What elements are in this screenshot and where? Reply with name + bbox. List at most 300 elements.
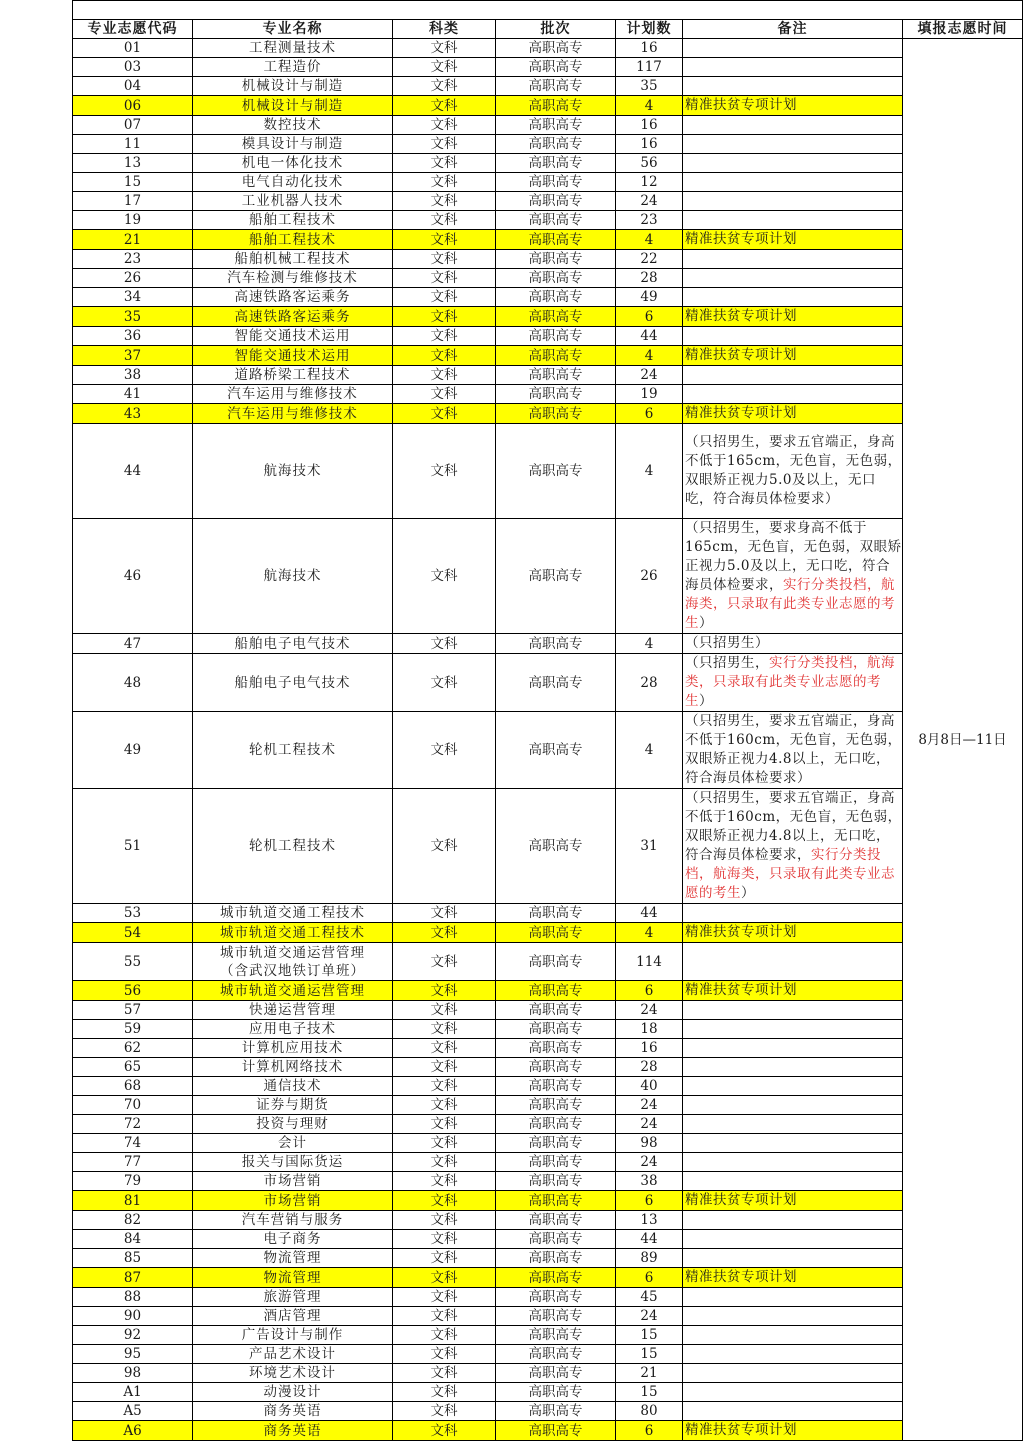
code-cell[interactable]: 81 [73,1191,193,1211]
category-cell[interactable]: 文科 [393,173,496,192]
plan-count-cell[interactable]: 4 [616,712,683,789]
batch-cell[interactable]: 高职高专 [496,654,616,712]
batch-cell[interactable]: 高职高专 [496,250,616,269]
plan-count-cell[interactable]: 117 [616,58,683,77]
major-name-cell[interactable]: 产品艺术设计 [193,1345,393,1364]
code-cell[interactable]: 07 [73,116,193,135]
major-name-cell[interactable]: 船舶工程技术 [193,230,393,250]
category-cell[interactable]: 文科 [393,1307,496,1326]
major-name-cell[interactable]: 工程造价 [193,58,393,77]
category-cell[interactable]: 文科 [393,366,496,385]
plan-count-cell[interactable]: 6 [616,1268,683,1288]
major-name-cell[interactable]: 航海技术 [193,424,393,519]
batch-cell[interactable]: 高职高专 [496,1096,616,1115]
plan-count-cell[interactable]: 24 [616,1096,683,1115]
note-cell[interactable] [683,1345,903,1364]
code-cell[interactable]: 65 [73,1058,193,1077]
category-cell[interactable]: 文科 [393,1077,496,1096]
category-cell[interactable]: 文科 [393,39,496,58]
header-category[interactable]: 科类 [393,20,496,39]
category-cell[interactable]: 文科 [393,1020,496,1039]
major-name-cell[interactable]: 环境艺术设计 [193,1364,393,1383]
code-cell[interactable]: 36 [73,327,193,346]
code-cell[interactable]: A1 [73,1383,193,1402]
category-cell[interactable]: 文科 [393,904,496,923]
note-cell[interactable] [683,385,903,404]
header-note[interactable]: 备注 [683,20,903,39]
category-cell[interactable]: 文科 [393,404,496,424]
category-cell[interactable]: 文科 [393,1326,496,1345]
code-cell[interactable]: 59 [73,1020,193,1039]
category-cell[interactable]: 文科 [393,77,496,96]
batch-cell[interactable]: 高职高专 [496,519,616,634]
code-cell[interactable]: 49 [73,712,193,789]
major-name-cell[interactable]: 动漫设计 [193,1383,393,1402]
code-cell[interactable]: 57 [73,1001,193,1020]
plan-count-cell[interactable]: 28 [616,654,683,712]
code-cell[interactable]: 88 [73,1288,193,1307]
plan-count-cell[interactable]: 45 [616,1288,683,1307]
code-cell[interactable]: 04 [73,77,193,96]
batch-cell[interactable]: 高职高专 [496,327,616,346]
category-cell[interactable]: 文科 [393,1211,496,1230]
code-cell[interactable]: 23 [73,250,193,269]
major-name-cell[interactable]: 船舶电子电气技术 [193,654,393,712]
note-cell[interactable] [683,424,903,519]
code-cell[interactable]: A6 [73,1421,193,1441]
major-name-cell[interactable]: 船舶电子电气技术 [193,634,393,654]
note-cell[interactable] [683,230,903,250]
code-cell[interactable]: 06 [73,96,193,116]
major-name-cell[interactable]: 市场营销 [193,1172,393,1191]
code-cell[interactable]: 54 [73,923,193,943]
note-cell[interactable] [683,1402,903,1421]
major-name-cell[interactable]: 酒店管理 [193,1307,393,1326]
plan-count-cell[interactable]: 4 [616,424,683,519]
plan-count-cell[interactable]: 31 [616,789,683,904]
category-cell[interactable]: 文科 [393,1134,496,1153]
plan-count-cell[interactable]: 44 [616,1230,683,1249]
code-cell[interactable]: 44 [73,424,193,519]
category-cell[interactable]: 文科 [393,923,496,943]
code-cell[interactable]: 87 [73,1268,193,1288]
note-cell[interactable] [683,712,903,789]
code-cell[interactable]: 77 [73,1153,193,1172]
note-cell[interactable] [683,116,903,135]
category-cell[interactable]: 文科 [393,1191,496,1211]
plan-count-cell[interactable]: 4 [616,96,683,116]
major-name-cell[interactable]: 报关与国际货运 [193,1153,393,1172]
plan-count-cell[interactable]: 24 [616,1307,683,1326]
category-cell[interactable]: 文科 [393,1345,496,1364]
note-cell[interactable] [683,327,903,346]
plan-count-cell[interactable]: 4 [616,230,683,250]
batch-cell[interactable]: 高职高专 [496,1402,616,1421]
note-cell[interactable] [683,943,903,981]
plan-count-cell[interactable]: 35 [616,77,683,96]
note-cell[interactable] [683,154,903,173]
plan-count-cell[interactable]: 24 [616,1153,683,1172]
note-cell[interactable] [683,1039,903,1058]
major-name-cell[interactable]: 汽车运用与维修技术 [193,385,393,404]
major-name-cell[interactable]: 商务英语 [193,1402,393,1421]
category-cell[interactable]: 文科 [393,250,496,269]
category-cell[interactable]: 文科 [393,116,496,135]
major-name-cell[interactable]: 市场营销 [193,1191,393,1211]
note-cell[interactable] [683,211,903,230]
major-name-cell[interactable]: 汽车运用与维修技术 [193,404,393,424]
batch-cell[interactable]: 高职高专 [496,96,616,116]
code-cell[interactable]: 95 [73,1345,193,1364]
batch-cell[interactable]: 高职高专 [496,1249,616,1268]
batch-cell[interactable]: 高职高专 [496,1039,616,1058]
major-name-cell[interactable]: 道路桥梁工程技术 [193,366,393,385]
code-cell[interactable]: 15 [73,173,193,192]
category-cell[interactable]: 文科 [393,519,496,634]
note-cell[interactable] [683,981,903,1001]
batch-cell[interactable]: 高职高专 [496,211,616,230]
major-name-cell[interactable]: 城市轨道交通运营管理 [193,981,393,1001]
code-cell[interactable]: 56 [73,981,193,1001]
code-cell[interactable]: 41 [73,385,193,404]
code-cell[interactable]: 68 [73,1077,193,1096]
batch-cell[interactable]: 高职高专 [496,1421,616,1441]
code-cell[interactable]: 26 [73,269,193,288]
note-cell[interactable] [683,250,903,269]
major-name-cell[interactable]: 城市轨道交通工程技术 [193,923,393,943]
major-name-cell[interactable]: 轮机工程技术 [193,712,393,789]
batch-cell[interactable]: 高职高专 [496,116,616,135]
note-cell[interactable] [683,39,903,58]
category-cell[interactable]: 文科 [393,424,496,519]
header-batch[interactable]: 批次 [496,20,616,39]
major-name-cell[interactable]: 模具设计与制造 [193,135,393,154]
plan-count-cell[interactable]: 80 [616,1402,683,1421]
major-name-cell[interactable]: 电气自动化技术 [193,173,393,192]
category-cell[interactable]: 文科 [393,327,496,346]
code-cell[interactable]: 90 [73,1307,193,1326]
plan-count-cell[interactable]: 18 [616,1020,683,1039]
note-cell[interactable] [683,1268,903,1288]
batch-cell[interactable]: 高职高专 [496,346,616,366]
batch-cell[interactable]: 高职高专 [496,1326,616,1345]
note-cell[interactable] [683,1172,903,1191]
category-cell[interactable]: 文科 [393,1249,496,1268]
note-cell[interactable] [683,923,903,943]
note-cell[interactable] [683,1115,903,1134]
major-name-cell[interactable]: 机械设计与制造 [193,96,393,116]
major-name-cell[interactable]: 数控技术 [193,116,393,135]
note-cell[interactable] [683,77,903,96]
header-name[interactable]: 专业名称 [193,20,393,39]
category-cell[interactable]: 文科 [393,943,496,981]
plan-count-cell[interactable]: 16 [616,39,683,58]
category-cell[interactable]: 文科 [393,712,496,789]
plan-count-cell[interactable]: 26 [616,519,683,634]
category-cell[interactable]: 文科 [393,1230,496,1249]
category-cell[interactable]: 文科 [393,154,496,173]
batch-cell[interactable]: 高职高专 [496,385,616,404]
major-name-cell[interactable]: 会计 [193,1134,393,1153]
plan-count-cell[interactable]: 22 [616,250,683,269]
code-cell[interactable]: 72 [73,1115,193,1134]
major-name-cell[interactable]: 投资与理财 [193,1115,393,1134]
note-cell[interactable] [683,1326,903,1345]
plan-count-cell[interactable]: 15 [616,1383,683,1402]
major-name-cell[interactable]: 航海技术 [193,519,393,634]
batch-cell[interactable]: 高职高专 [496,1115,616,1134]
batch-cell[interactable]: 高职高专 [496,904,616,923]
batch-cell[interactable]: 高职高专 [496,1307,616,1326]
category-cell[interactable]: 文科 [393,1115,496,1134]
category-cell[interactable]: 文科 [393,1288,496,1307]
note-cell[interactable] [683,58,903,77]
code-cell[interactable]: 47 [73,634,193,654]
batch-cell[interactable]: 高职高专 [496,1020,616,1039]
batch-cell[interactable]: 高职高专 [496,1077,616,1096]
note-cell[interactable] [683,654,903,712]
plan-count-cell[interactable]: 6 [616,981,683,1001]
batch-cell[interactable]: 高职高专 [496,269,616,288]
batch-cell[interactable]: 高职高专 [496,1364,616,1383]
batch-cell[interactable]: 高职高专 [496,1230,616,1249]
plan-count-cell[interactable]: 12 [616,173,683,192]
note-cell[interactable] [683,173,903,192]
plan-count-cell[interactable]: 24 [616,366,683,385]
batch-cell[interactable]: 高职高专 [496,789,616,904]
code-cell[interactable]: 38 [73,366,193,385]
code-cell[interactable]: 37 [73,346,193,366]
category-cell[interactable]: 文科 [393,192,496,211]
batch-cell[interactable]: 高职高专 [496,154,616,173]
note-cell[interactable] [683,1077,903,1096]
plan-count-cell[interactable]: 38 [616,1172,683,1191]
code-cell[interactable]: 19 [73,211,193,230]
note-cell[interactable] [683,1421,903,1441]
category-cell[interactable]: 文科 [393,307,496,327]
plan-count-cell[interactable]: 98 [616,1134,683,1153]
note-cell[interactable] [683,1288,903,1307]
major-name-cell[interactable]: 商务英语 [193,1421,393,1441]
major-name-cell[interactable]: 机械设计与制造 [193,77,393,96]
code-cell[interactable]: 74 [73,1134,193,1153]
note-cell[interactable] [683,96,903,116]
plan-count-cell[interactable]: 6 [616,307,683,327]
category-cell[interactable]: 文科 [393,346,496,366]
batch-cell[interactable]: 高职高专 [496,173,616,192]
note-cell[interactable] [683,269,903,288]
batch-cell[interactable]: 高职高专 [496,135,616,154]
note-cell[interactable] [683,1020,903,1039]
category-cell[interactable]: 文科 [393,1172,496,1191]
code-cell[interactable]: A5 [73,1402,193,1421]
category-cell[interactable]: 文科 [393,1421,496,1441]
plan-count-cell[interactable]: 19 [616,385,683,404]
major-name-cell[interactable]: 工程测量技术 [193,39,393,58]
plan-count-cell[interactable]: 89 [616,1249,683,1268]
batch-cell[interactable]: 高职高专 [496,424,616,519]
note-cell[interactable] [683,1383,903,1402]
plan-count-cell[interactable]: 114 [616,943,683,981]
plan-count-cell[interactable]: 44 [616,904,683,923]
note-cell[interactable] [683,404,903,424]
major-name-cell[interactable] [193,943,393,981]
note-cell[interactable] [683,1096,903,1115]
note-cell[interactable] [683,1134,903,1153]
batch-cell[interactable]: 高职高专 [496,923,616,943]
code-cell[interactable]: 55 [73,943,193,981]
category-cell[interactable]: 文科 [393,634,496,654]
major-name-cell[interactable]: 汽车营销与服务 [193,1211,393,1230]
batch-cell[interactable]: 高职高专 [496,1211,616,1230]
batch-cell[interactable]: 高职高专 [496,39,616,58]
code-cell[interactable]: 11 [73,135,193,154]
category-cell[interactable]: 文科 [393,1039,496,1058]
batch-cell[interactable]: 高职高专 [496,1191,616,1211]
batch-cell[interactable]: 高职高专 [496,1288,616,1307]
category-cell[interactable]: 文科 [393,1364,496,1383]
plan-count-cell[interactable]: 28 [616,269,683,288]
plan-count-cell[interactable]: 28 [616,1058,683,1077]
category-cell[interactable]: 文科 [393,789,496,904]
major-name-cell[interactable]: 工业机器人技术 [193,192,393,211]
category-cell[interactable]: 文科 [393,1096,496,1115]
code-cell[interactable]: 17 [73,192,193,211]
major-name-cell[interactable]: 智能交通技术运用 [193,327,393,346]
category-cell[interactable]: 文科 [393,1268,496,1288]
batch-cell[interactable]: 高职高专 [496,192,616,211]
category-cell[interactable]: 文科 [393,58,496,77]
code-cell[interactable]: 21 [73,230,193,250]
batch-cell[interactable]: 高职高专 [496,1153,616,1172]
major-name-cell[interactable]: 机电一体化技术 [193,154,393,173]
category-cell[interactable]: 文科 [393,135,496,154]
note-cell[interactable] [683,346,903,366]
code-cell[interactable]: 34 [73,288,193,307]
plan-count-cell[interactable]: 16 [616,1039,683,1058]
major-name-cell[interactable]: 物流管理 [193,1268,393,1288]
header-code[interactable]: 专业志愿代码 [73,20,193,39]
note-cell[interactable] [683,1249,903,1268]
major-name-cell[interactable]: 高速铁路客运乘务 [193,288,393,307]
category-cell[interactable]: 文科 [393,1383,496,1402]
major-name-cell[interactable]: 物流管理 [193,1249,393,1268]
note-cell[interactable] [683,1211,903,1230]
category-cell[interactable]: 文科 [393,385,496,404]
category-cell[interactable]: 文科 [393,654,496,712]
batch-cell[interactable]: 高职高专 [496,58,616,77]
category-cell[interactable]: 文科 [393,230,496,250]
plan-count-cell[interactable]: 56 [616,154,683,173]
code-cell[interactable]: 98 [73,1364,193,1383]
note-cell[interactable] [683,307,903,327]
major-name-cell[interactable]: 轮机工程技术 [193,789,393,904]
major-name-cell[interactable]: 城市轨道交通工程技术 [193,904,393,923]
code-cell[interactable]: 35 [73,307,193,327]
plan-count-cell[interactable]: 6 [616,404,683,424]
batch-cell[interactable]: 高职高专 [496,77,616,96]
note-cell[interactable] [683,1153,903,1172]
category-cell[interactable]: 文科 [393,269,496,288]
note-cell[interactable] [683,1364,903,1383]
plan-count-cell[interactable]: 6 [616,1191,683,1211]
major-name-cell[interactable]: 广告设计与制作 [193,1326,393,1345]
major-name-cell[interactable]: 船舶机械工程技术 [193,250,393,269]
category-cell[interactable]: 文科 [393,211,496,230]
category-cell[interactable]: 文科 [393,1001,496,1020]
code-cell[interactable]: 85 [73,1249,193,1268]
note-cell[interactable] [683,634,903,654]
category-cell[interactable]: 文科 [393,1058,496,1077]
code-cell[interactable]: 79 [73,1172,193,1191]
note-cell[interactable] [683,192,903,211]
plan-count-cell[interactable]: 21 [616,1364,683,1383]
note-cell[interactable] [683,1191,903,1211]
batch-cell[interactable]: 高职高专 [496,1268,616,1288]
plan-count-cell[interactable]: 24 [616,1001,683,1020]
plan-count-cell[interactable]: 49 [616,288,683,307]
code-cell[interactable]: 48 [73,654,193,712]
note-cell[interactable] [683,519,903,634]
batch-cell[interactable]: 高职高专 [496,288,616,307]
note-cell[interactable] [683,1230,903,1249]
code-cell[interactable]: 53 [73,904,193,923]
major-name-cell[interactable]: 通信技术 [193,1077,393,1096]
batch-cell[interactable]: 高职高专 [496,1345,616,1364]
major-name-cell[interactable]: 电子商务 [193,1230,393,1249]
header-time[interactable]: 填报志愿时间 [903,20,1023,39]
major-name-cell[interactable]: 计算机网络技术 [193,1058,393,1077]
major-name-cell[interactable]: 快递运营管理 [193,1001,393,1020]
code-cell[interactable]: 01 [73,39,193,58]
plan-count-cell[interactable]: 16 [616,116,683,135]
major-name-cell[interactable]: 智能交通技术运用 [193,346,393,366]
code-cell[interactable]: 51 [73,789,193,904]
blank-cell[interactable] [73,1,1023,20]
code-cell[interactable]: 70 [73,1096,193,1115]
batch-cell[interactable]: 高职高专 [496,981,616,1001]
plan-count-cell[interactable]: 23 [616,211,683,230]
batch-cell[interactable]: 高职高专 [496,307,616,327]
plan-count-cell[interactable]: 13 [616,1211,683,1230]
batch-cell[interactable]: 高职高专 [496,1001,616,1020]
note-cell[interactable] [683,789,903,904]
plan-count-cell[interactable]: 16 [616,135,683,154]
code-cell[interactable]: 13 [73,154,193,173]
plan-count-cell[interactable]: 6 [616,1421,683,1441]
plan-count-cell[interactable]: 15 [616,1345,683,1364]
batch-cell[interactable]: 高职高专 [496,1134,616,1153]
category-cell[interactable]: 文科 [393,1153,496,1172]
major-name-cell[interactable]: 高速铁路客运乘务 [193,307,393,327]
batch-cell[interactable]: 高职高专 [496,1383,616,1402]
code-cell[interactable]: 62 [73,1039,193,1058]
major-name-cell[interactable]: 应用电子技术 [193,1020,393,1039]
plan-count-cell[interactable]: 44 [616,327,683,346]
category-cell[interactable]: 文科 [393,981,496,1001]
batch-cell[interactable]: 高职高专 [496,366,616,385]
code-cell[interactable]: 43 [73,404,193,424]
plan-count-cell[interactable]: 4 [616,346,683,366]
plan-count-cell[interactable]: 40 [616,1077,683,1096]
note-cell[interactable] [683,288,903,307]
note-cell[interactable] [683,1307,903,1326]
plan-count-cell[interactable]: 4 [616,923,683,943]
code-cell[interactable]: 46 [73,519,193,634]
code-cell[interactable]: 92 [73,1326,193,1345]
plan-count-cell[interactable]: 24 [616,192,683,211]
plan-count-cell[interactable]: 4 [616,634,683,654]
